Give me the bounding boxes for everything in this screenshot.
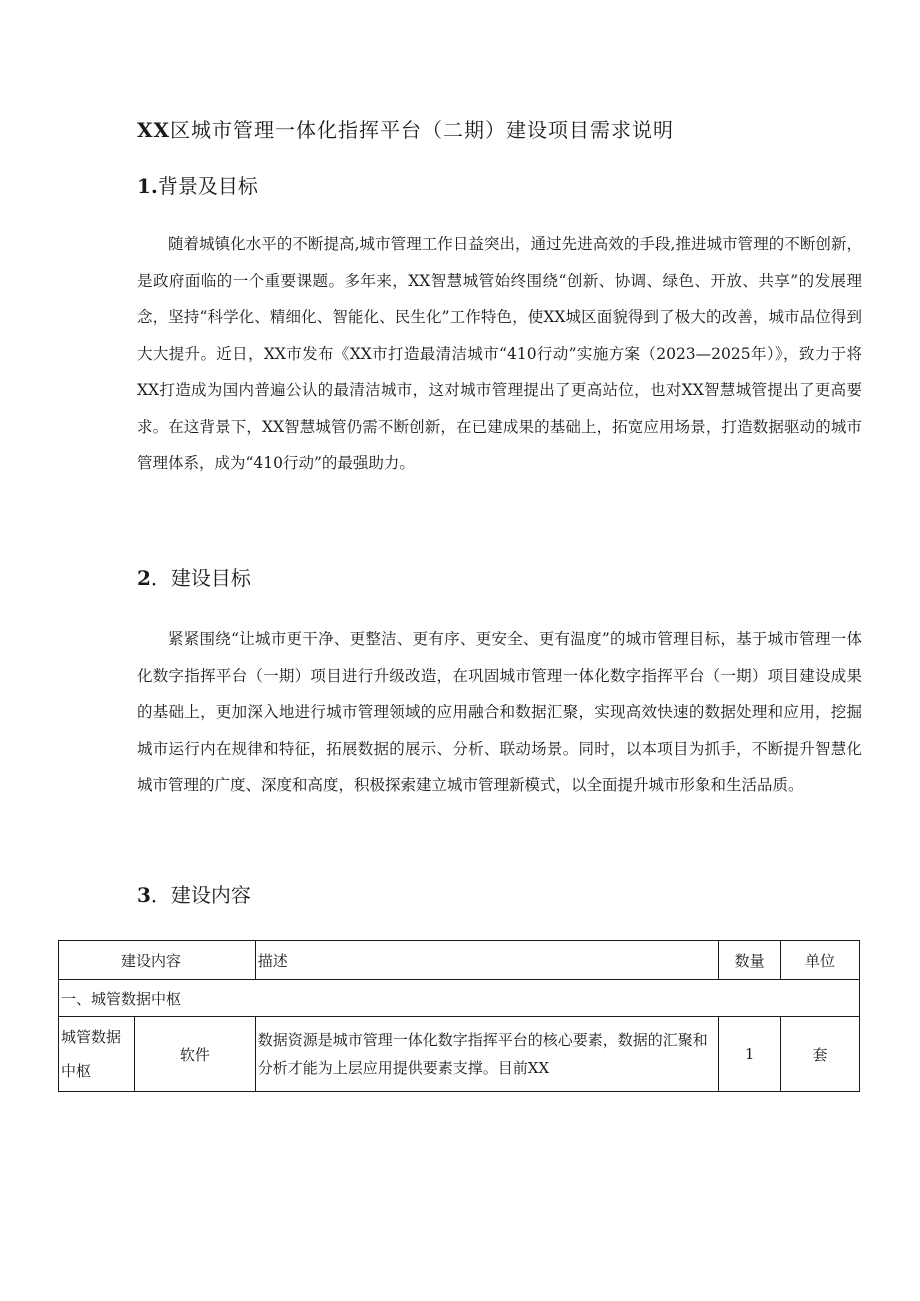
table-row	[59, 1017, 860, 1092]
section-3-number: 3	[137, 883, 151, 907]
section-1-heading	[137, 170, 258, 199]
section-2-number: 2	[137, 566, 151, 590]
title-text: 区城市管理一体化指挥平台（二期）建设项目需求说明	[170, 118, 675, 142]
section-2-heading	[137, 562, 251, 591]
table-group-row	[59, 980, 860, 1017]
header-description: 描述	[255, 941, 718, 980]
table-header-row	[59, 941, 860, 980]
header-quantity: 数量	[719, 941, 781, 980]
title-prefix: XX	[137, 118, 171, 142]
section-1-number: 1.	[137, 174, 158, 198]
section-3-heading	[137, 879, 251, 908]
section-2-paragraph: 紧紧围绕“让城市更干净、更整洁、更有序、更安全、更有温度”的城市管理目标，基于城市管理一体化数字指挥平台（一期）项目进行升级改造，在巩固城市管理一体化数字指挥平台（一期）项目建设成果的基础上，更加深入地进行城市管理领域的应用融合和数据汇聚，实现高效快速的数据处理和应用，挖掘城市运行内在规律和特征，拓展数据的展示、分析、联动场景。同时，以本项目为抓手，不断提升智慧化城市管理的广度、深度和高度，积极探索建立城市管理新模式，以全面提升城市形象和生活品质。	[137, 630, 862, 794]
section-2-title: ．建设目标	[150, 566, 251, 590]
section-3-title: ．建设内容	[150, 883, 251, 907]
header-content: 建设内容	[59, 941, 256, 980]
row-category: 城管数据中枢	[59, 1017, 135, 1092]
row-description: 数据资源是城市管理一体化数字指挥平台的核心要素，数据的汇聚和分析才能为上层应用提供要素支撑。目前XX	[255, 1017, 718, 1092]
section-1-paragraph: 随着城镇化水平的不断提高,城市管理工作日益突出，通过先进高效的手段,推进城市管理的不断创新，是政府面临的一个重要课题。多年来，XX智慧城管始终围绕“创新、协调、绿色、开放、共享”的发展理念，坚持“科学化、精细化、智能化、民生化”工作特色，使XX城区面貌得到了极大的改善，城市品位得到大大提升。近日，XX市发布《XX市打造最清洁城市“410行动”实施方案（2023—2025年）》，致力于将XX打造成为国内普遍公认的最清洁城市，这对城市管理提出了更高站位，也对XX智慧城管提出了更高要求。在这背景下，XX智慧城管仍需不断创新，在已建成果的基础上，拓宽应用场景，打造数据驱动的城市管理体系，成为“410行动”的最强助力。	[137, 235, 862, 472]
document-title	[137, 114, 674, 143]
row-unit: 套	[781, 1017, 860, 1092]
section-1-title: 背景及目标	[157, 174, 258, 198]
group-label: 一、城管数据中枢	[59, 980, 860, 1017]
row-quantity: 1	[719, 1017, 781, 1092]
header-unit: 单位	[781, 941, 860, 980]
construction-content-table	[58, 940, 860, 1092]
row-type: 软件	[134, 1017, 255, 1092]
